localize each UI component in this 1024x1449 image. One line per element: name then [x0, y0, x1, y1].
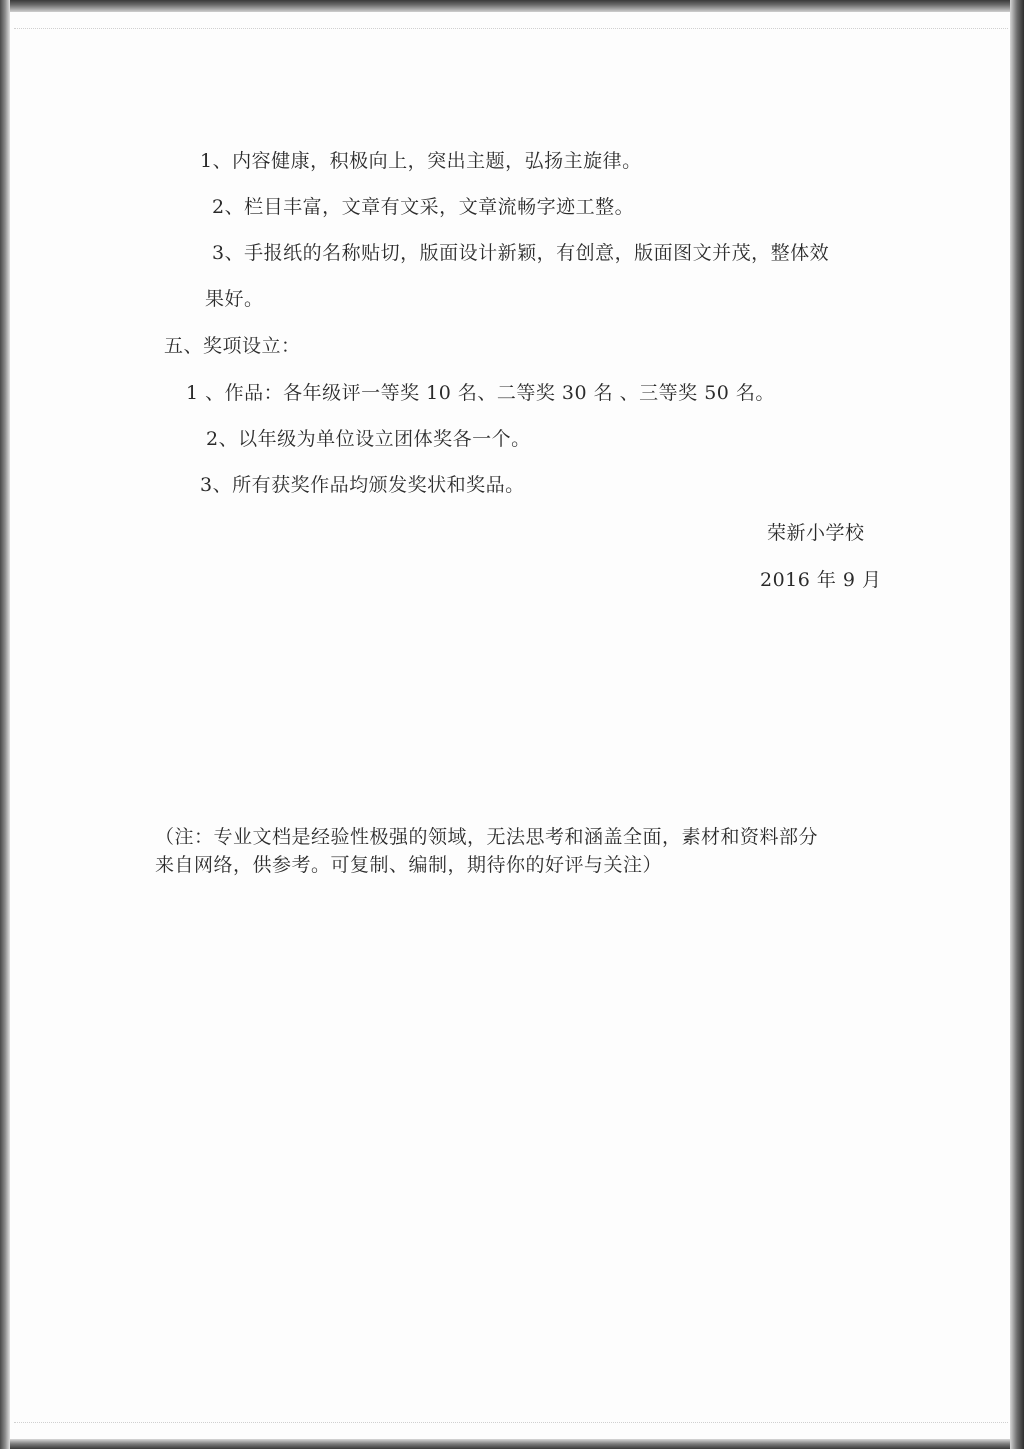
- award-item-2: 2、以年级为单位设立团体奖各一个。: [206, 428, 531, 450]
- criteria-item-2: 2、栏目丰富，文章有文采，文章流畅字迹工整。: [212, 196, 635, 218]
- scan-noise-bottom: [14, 1422, 1008, 1427]
- criteria-item-1: 1、内容健康，积极向上，突出主题，弘扬主旋律。: [200, 150, 642, 172]
- footnote-line-2: 来自网络，供参考。可复制、编制，期待你的好评与关注）: [155, 854, 663, 876]
- award-item-1: 1 、作品：各年级评一等奖 10 名、二等奖 30 名 、三等奖 50 名。: [186, 382, 775, 404]
- award-item-3: 3、所有获奖作品均颁发奖状和奖品。: [200, 474, 525, 496]
- signature-school: 荣新小学校: [767, 522, 865, 544]
- scan-edge-left: [0, 0, 10, 1449]
- signature-date: 2016 年 9 月: [760, 569, 882, 591]
- criteria-item-3: 3、手报纸的名称贴切，版面设计新颖，有创意，版面图文并茂，整体效: [212, 242, 830, 264]
- scan-noise-top: [14, 28, 1008, 33]
- scan-edge-top: [0, 0, 1024, 12]
- footnote-line-1: （注：专业文档是经验性极强的领域，无法思考和涵盖全面，素材和资料部分: [155, 826, 819, 848]
- section-heading-awards: 五、奖项设立：: [164, 335, 301, 357]
- scan-edge-right: [1010, 0, 1024, 1449]
- scan-edge-bottom: [0, 1439, 1024, 1449]
- criteria-item-3-continued: 果好。: [205, 288, 264, 310]
